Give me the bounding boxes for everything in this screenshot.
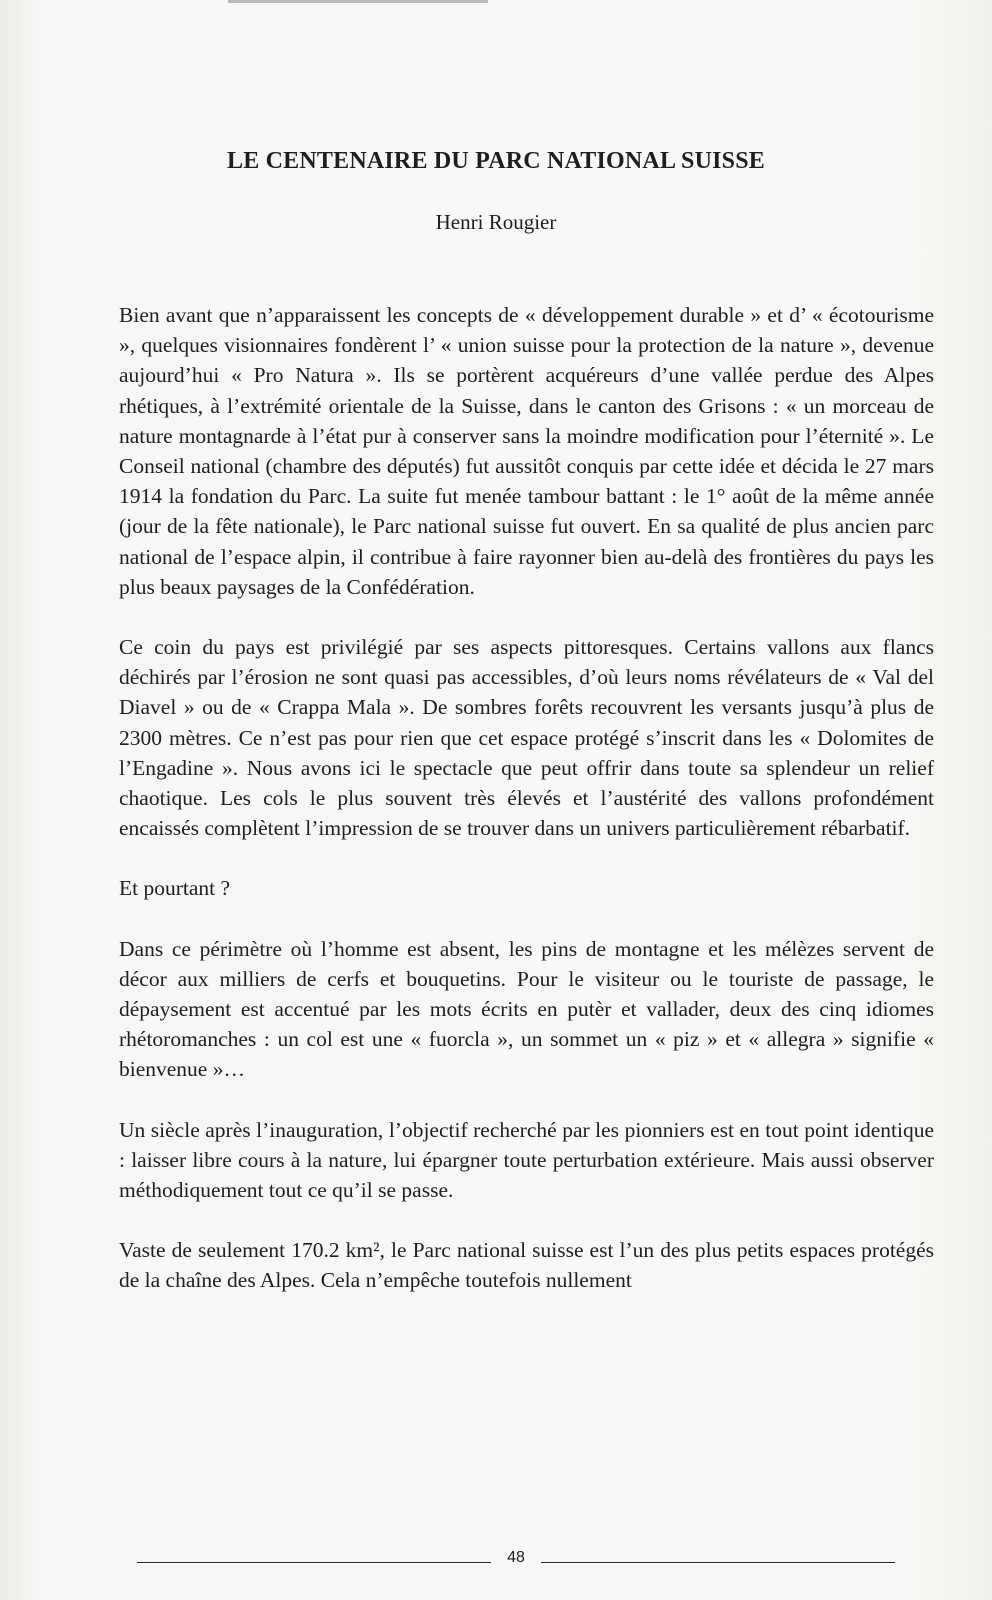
paragraph-2: Ce coin du pays est privilégié par ses aspects pittoresques. Certains vallons aux flancs déchirés par l’érosion ne sont quasi pas accessibles, d’où leurs noms révélateurs de « Val del Diavel » ou de « Crappa Mala ». De sombres forêts recouvrent les versants jusqu’à plus de 2300 mètres. Ce n’est pas pour rien que cet espace protégé s’inscrit dans les « Dolomites de l’Engadine ». Nous avons ici le spectacle que peut offrir dans toute sa splendeur un relief chaotique. Les cols le plus souvent très élevés et l’austérité des vallons profondément encaissés complètent l’impression de se trouver dans un univers particulièrement rébarbatif. [119,635,934,841]
paragraph-3: Et pourtant ? [119,876,231,901]
paragraph-4: Dans ce périmètre où l’homme est absent, les pins de montagne et les mélèzes servent de décor aux milliers de cerfs et bouquetins. Pour le visiteur ou le touriste de passage, le dépaysement est accentué par les mots écrits en putèr et vallader, deux des cinq idiomes rhétoromanches : un col est une « fuorcla », un sommet un « piz » et « allegra » signifie « bienvenue »… [119,936,934,1082]
article-body [119,300,934,1296]
paragraph-6: Vaste de seulement 170.2 km², le Parc national suisse est l’un des plus petits espaces protégés de la chaîne des Alpes. Cela n’empêche toutefois nullement [119,1238,934,1293]
article-author: Henri Rougier [435,210,557,234]
paragraph-5: Un siècle après l’inauguration, l’objectif recherché par les pionniers est en tout point identique : laisser libre cours à la nature, lui épargner toute perturbation extérieure. Mais aussi observer méthodiquement tout ce qu’il se passe. [119,1117,934,1203]
page-number: 48 [507,1549,525,1566]
footer-rule-left [137,1562,491,1563]
scan-edge-mark [228,0,488,3]
paragraph-1: Bien avant que n’apparaissent les concepts de « développement durable » et d’ « écotourisme », quelques visionnaires fondèrent l’ « union suisse pour la protection de la nature », devenue aujourd’hui « Pro Natura ». Ils se portèrent acquéreurs d’une vallée perdue des Alpes rhétiques, à l’extrémité orientale de la Suisse, dans le canton des Grisons : « un morceau de nature montagnarde à l’état pur à conserver sans la moindre modification pour l’éternité ». Le Conseil national (chambre des députés) fut aussitôt conquis par cette idée et décida le 27 mars 1914 la fondation du Parc. La suite fut menée tambour battant : le 1° août de la même année (jour de la fête nationale), le Parc national suisse fut ouvert. En sa qualité de plus ancien parc national de l’espace alpin, il contribue à faire rayonner bien au-delà des frontières du pays les plus beaux paysages de la Confédération. [119,303,934,599]
article-title: LE CENTENAIRE DU PARC NATIONAL SUISSE [227,148,765,174]
footer-rule-right [541,1562,895,1563]
